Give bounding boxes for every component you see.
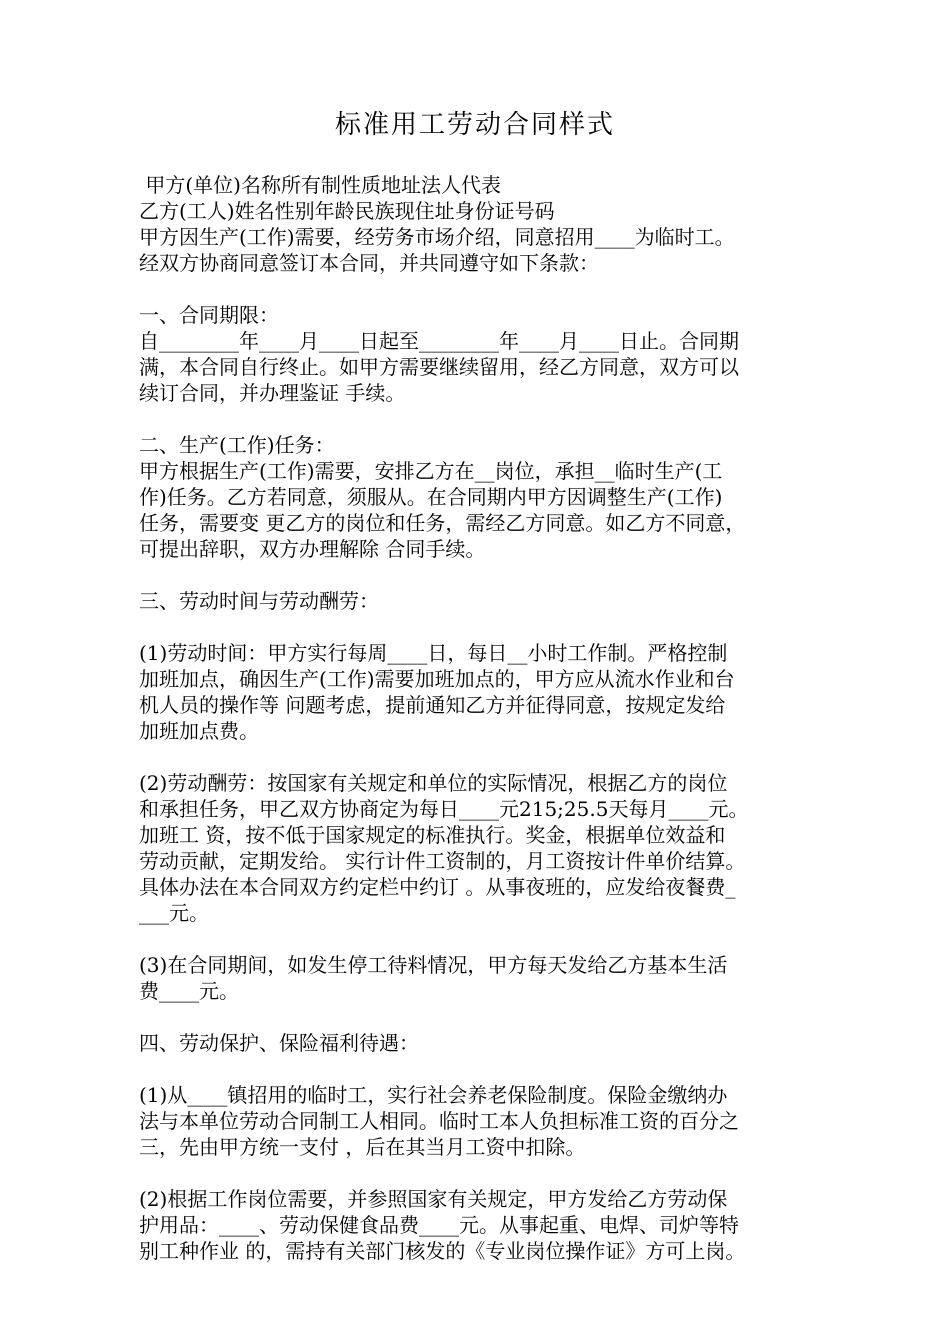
text-line: 甲方根据生产(工作)需要，安排乙方在__岗位，承担__临时生产(工 [139, 459, 723, 483]
text-line: 护用品：____、劳动保健食品费____元。从事起重、电焊、司炉等特 [139, 1213, 739, 1237]
text-line: 乙方(工人)姓名性别年龄民族现住址身份证号码 [139, 199, 555, 223]
text-line: 可提出辞职，双方办理解除 合同手续。 [139, 537, 486, 561]
paragraph-gap [139, 744, 819, 770]
paragraph-gap [139, 562, 819, 588]
section-heading: 一、合同期限： [139, 303, 279, 327]
text-line: (2)根据工作岗位需要，并参照国家有关规定，甲方发给乙方劳动保 [139, 1187, 728, 1211]
paragraph-gap [139, 1160, 819, 1186]
text-line: (3)在合同期间，如发生停工待料情况，甲方每天发给乙方基本生活 [139, 953, 728, 977]
section-heading: 二、生产(工作)任务： [139, 433, 335, 457]
text-line: 自________年____月____日起至________年____月____日止。合同期 [139, 329, 739, 353]
document-title: 标准用工劳动合同样式 [334, 110, 615, 140]
clause-working-hours [139, 640, 819, 744]
section-hours-pay [139, 588, 819, 614]
paragraph-parties [139, 172, 819, 276]
text-line: 加班加点费。 [139, 719, 259, 743]
clause-protective-supplies [139, 1186, 819, 1264]
text-line: 法与本单位劳动合同制工人相同。临时工本人负担标准工资的百分之 [139, 1109, 739, 1133]
text-line: 经双方协商同意签订本合同，并共同遵守如下条款： [139, 251, 599, 275]
clause-pension [139, 1082, 819, 1160]
text-line: 加班工 资，按不低于国家规定的标准执行。奖金，根据单位效益和 [139, 823, 726, 847]
text-line: 机人员的操作等 问题考虑，提前通知乙方并征得同意，按规定发给 [139, 693, 726, 717]
text-line: (2)劳动酬劳：按国家有关规定和单位的实际情况，根据乙方的岗位 [139, 771, 728, 795]
paragraph-gap [139, 406, 819, 432]
text-line: ___元。 [139, 901, 209, 925]
text-line: 满，本合同自行终止。如甲方需要继续留用，经乙方同意，双方可以 [139, 355, 739, 379]
text-line: (1)劳动时间：甲方实行每周____日，每日__小时工作制。严格控制 [139, 641, 728, 665]
clause-stoppage [139, 952, 819, 1004]
text-line: 别工种作业 的，需持有关部门核发的《专业岗位操作证》方可上岗。 [139, 1239, 746, 1263]
text-line: 具体办法在本合同双方约定栏中约订 。从事夜班的，应发给夜餐费_ [139, 875, 736, 899]
section-heading: 四、劳动保护、保险福利待遇： [139, 1031, 419, 1055]
clause-remuneration [139, 770, 819, 926]
text-line: 甲方因生产(工作)需要，经劳务市场介绍，同意招用____为临时工。 [139, 225, 735, 249]
text-line: 续订合同，并办理鉴证 手续。 [139, 381, 406, 405]
text-line: 作)任务。乙方若同意，须服从。在合同期内甲方因调整生产(工作) [139, 485, 723, 509]
text-line: 三，先由甲方统一支付 ，后在其当月工资中扣除。 [139, 1135, 586, 1159]
text-line: 劳动贡献，定期发给。 实行计件工资制的，月工资按计件单价结算。 [139, 849, 746, 873]
section-contract-term [139, 302, 819, 406]
paragraph-gap [139, 276, 819, 302]
document-body [139, 172, 819, 1264]
text-line: 任务，需要变 更乙方的岗位和任务，需经乙方同意。如乙方不同意， [139, 511, 746, 535]
text-line: 甲方(单位)名称所有制性质地址法人代表 [139, 173, 501, 197]
paragraph-gap [139, 614, 819, 640]
section-heading: 三、劳动时间与劳动酬劳： [139, 589, 379, 613]
text-line: (1)从____镇招用的临时工，实行社会养老保险制度。保险金缴纳办 [139, 1083, 728, 1107]
paragraph-gap [139, 926, 819, 952]
section-protection-welfare [139, 1030, 819, 1056]
text-line: 和承担任务，甲乙双方协商定为每日____元215;25.5天每月____元。 [139, 797, 749, 821]
text-line: 加班加点，确因生产(工作)需要加班加点的，甲方应从流水作业和台 [139, 667, 735, 691]
paragraph-gap [139, 1056, 819, 1082]
section-work-task [139, 432, 819, 562]
paragraph-gap [139, 1004, 819, 1030]
text-line: 费____元。 [139, 979, 239, 1003]
